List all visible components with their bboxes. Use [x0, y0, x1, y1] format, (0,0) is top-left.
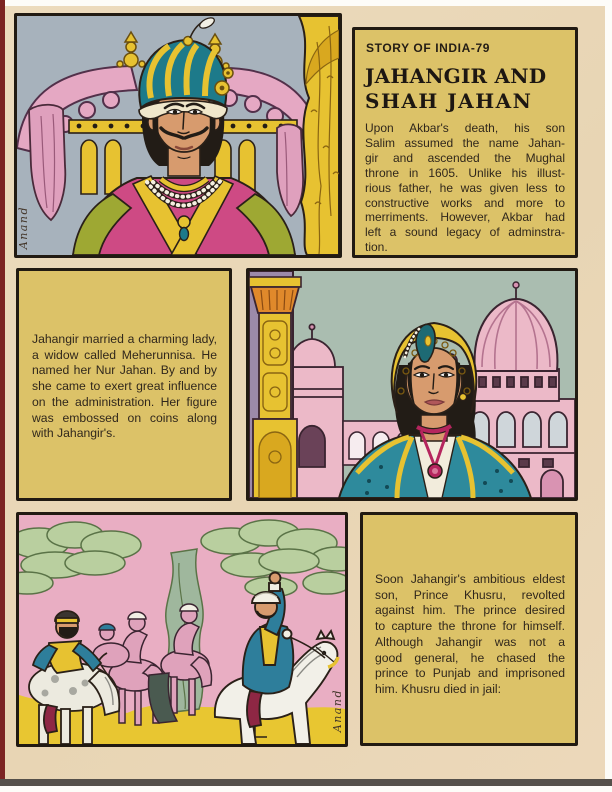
- text-line: tion.: [365, 240, 388, 255]
- text-line: throne in 1605. Unlike his illust-: [365, 165, 565, 180]
- text-line: prince to Punjab and imprisoned: [375, 666, 565, 681]
- nur-jahan-paragraph: [32, 332, 217, 442]
- page-title-line2: SHAH JAHAN: [365, 89, 533, 113]
- jahangir-portrait-illustration: [17, 16, 339, 255]
- text-line: was embossed on coins along: [32, 410, 217, 425]
- series-label: STORY OF INDIA-79: [366, 41, 491, 55]
- page-title: [365, 64, 565, 114]
- text-line: constructive works and more to: [365, 195, 565, 210]
- text-line: Soon Jahangir's ambitious eldest: [375, 572, 565, 586]
- text-line: merriments. However, Akbar had: [365, 210, 565, 225]
- text-line: Salim assumed the name Jahan-: [365, 135, 565, 150]
- text-line: with Jahangir's.: [32, 426, 116, 441]
- khusru-paragraph: [375, 572, 565, 698]
- text-line: she came to exert great influence: [32, 379, 217, 394]
- page-title-line1: JAHANGIR AND: [365, 64, 547, 88]
- gold-pillar: [249, 271, 301, 498]
- panel-title-text: [352, 27, 578, 258]
- artist-signature: Anand: [17, 205, 30, 249]
- text-line: Jahangir married a charming lady,: [32, 332, 217, 346]
- text-line: to capture the throne for himself.: [375, 619, 565, 634]
- panel-nur-jahan-text: [16, 268, 232, 501]
- text-line: son, Prince Khusru, revolted: [375, 587, 565, 602]
- text-line: Upon Akbar's death, his son: [365, 121, 565, 135]
- panel-jahangir-portrait: [14, 13, 342, 258]
- nur-jahan-portrait-illustration: [249, 271, 575, 498]
- text-line: on the administration. Her figure: [32, 394, 217, 409]
- text-line: left a sound legacy of adminstra-: [365, 225, 565, 240]
- panel-nur-jahan-portrait: [246, 268, 578, 501]
- earring: [460, 394, 467, 401]
- text-line: good general, he chased the: [375, 650, 565, 665]
- text-line: gir and ascended the Mughal: [365, 150, 565, 165]
- page-bottom-edge: [0, 779, 612, 786]
- text-line: rious father, he was given less to: [365, 180, 565, 195]
- panel-khusru-text: [360, 512, 578, 746]
- text-line: against him. The prince desired: [375, 603, 565, 618]
- panel-chase-scene: [16, 512, 348, 747]
- text-line: a widow called Meherunnisa. He: [32, 347, 217, 362]
- gold-curtain: [299, 16, 339, 255]
- intro-paragraph: [365, 121, 565, 255]
- text-line: named her Nur Jahan. By and by: [32, 363, 217, 378]
- text-line: him. Khusru died in jail:: [375, 681, 501, 696]
- chase-scene-illustration: [19, 515, 345, 744]
- text-line: Although Jahangir was not a: [375, 634, 565, 649]
- artist-signature: Anand: [331, 688, 344, 732]
